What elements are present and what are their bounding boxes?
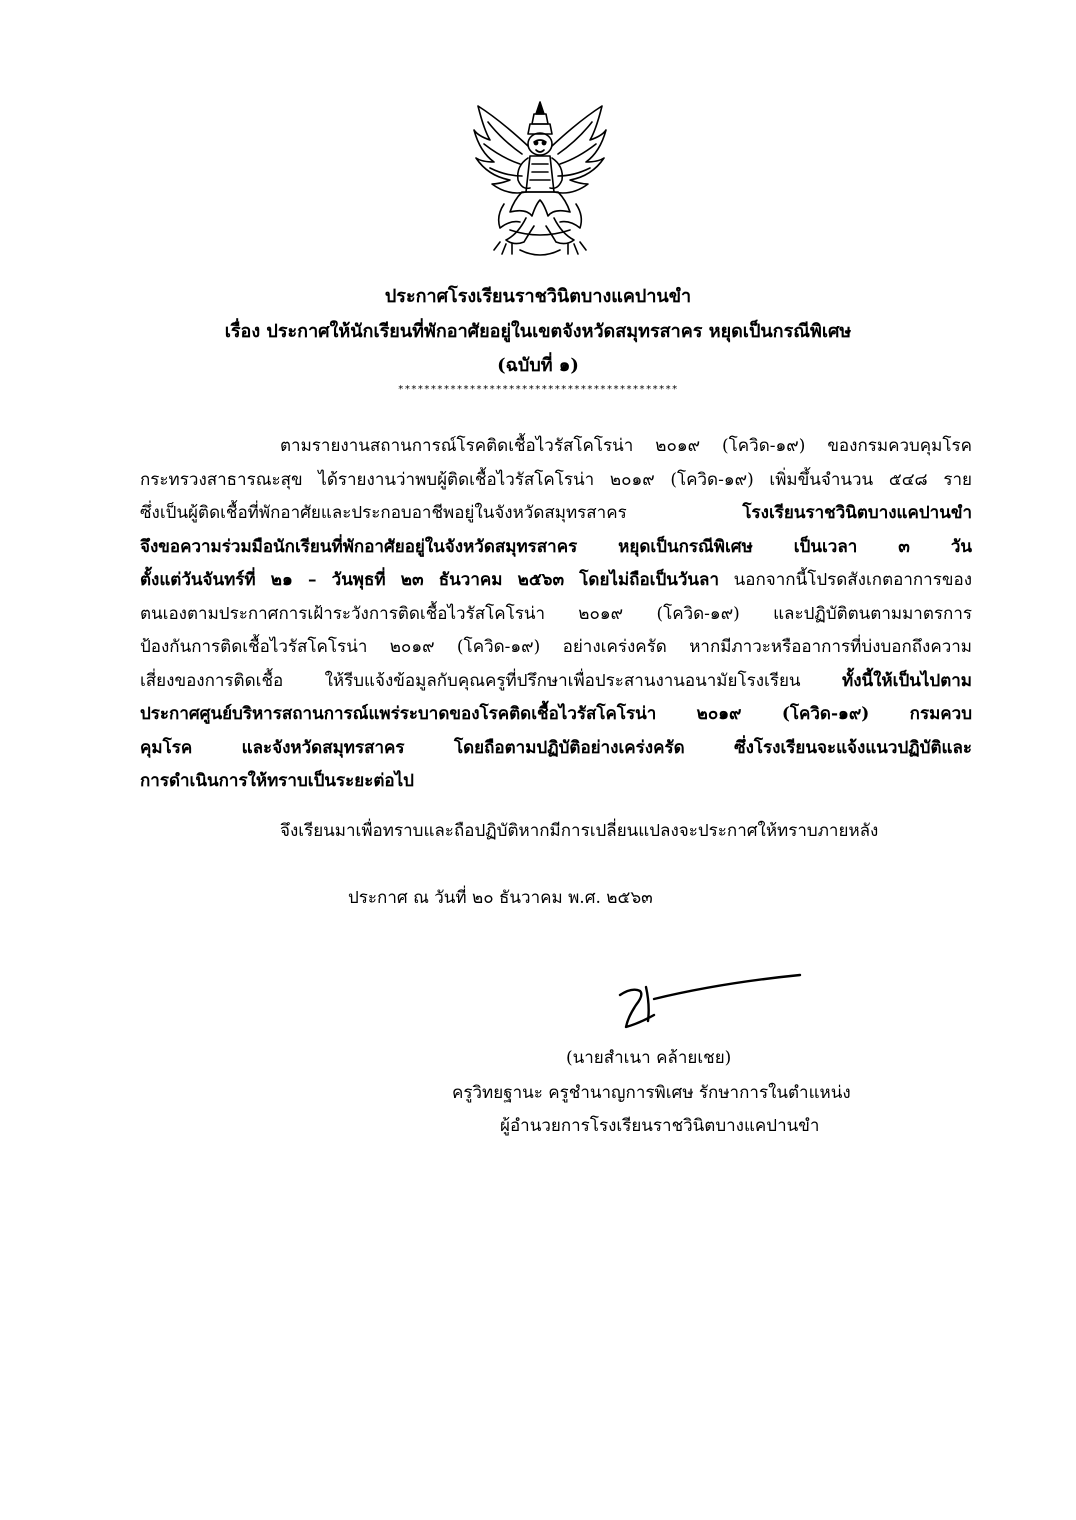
body-text-bold: โรงเรียนราชวินิตบางแคปานขำ bbox=[742, 503, 972, 523]
body-line: คุมโรค และจังหวัดสมุทรสาคร โดยถือตามปฏิบัติอย่างเคร่งครัด ซึ่งโรงเรียนจะแจ้งแนวปฏิบัติและ bbox=[140, 737, 972, 758]
signatory-position: ผู้อำนวยการโรงเรียนราชวินิตบางแคปานขำ bbox=[500, 1116, 820, 1136]
closing-statement: จึงเรียนมาเพื่อทราบและถือปฏิบัติหากมีการเปลี่ยนแปลงจะประกาศให้ทราบภายหลัง bbox=[280, 821, 879, 841]
announcement-body bbox=[140, 430, 972, 799]
announcement-subject: เรื่อง ประกาศให้นักเรียนที่พักอาศัยอยู่ในเขตจังหวัดสมุทรสาคร หยุดเป็นกรณีพิเศษ bbox=[224, 321, 852, 342]
body-text: เสี่ยงของการติดเชื้อ ให้รีบแจ้งข้อมูลกับคุณครูที่ปรึกษาเพื่อประสานงานอนามัยโรงเรียน bbox=[140, 670, 842, 691]
header-separator: ******************************************* bbox=[397, 384, 679, 395]
body-line bbox=[140, 665, 972, 699]
handwritten-signature bbox=[610, 965, 810, 1035]
body-line bbox=[140, 497, 972, 531]
announcement-date: ประกาศ ณ วันที่ ๒๐ ธันวาคม พ.ศ. ๒๕๖๓ bbox=[348, 888, 653, 908]
signatory-name: (นายสำเนา คล้ายเชย) bbox=[566, 1048, 732, 1068]
body-line: กระทรวงสาธารณะสุข ได้รายงานว่าพบผู้ติดเชื้อไวรัสโคโรน่า ๒๐๑๙ (โควิด-๑๙) เพิ่มขึ้นจำนวน ๕๔๘ ราย bbox=[140, 469, 972, 490]
body-line: ตนเองตามประกาศการเฝ้าระวังการติดเชื้อไวรัสโคโรน่า ๒๐๑๙ (โควิด-๑๙) และปฏิบัติตนตามมาตรการ bbox=[140, 603, 972, 624]
signatory-position: ครูวิทยฐานะ ครูชำนาญการพิเศษ รักษาการในตำแหน่ง bbox=[452, 1083, 851, 1103]
announcement-title: ประกาศโรงเรียนราชวินิตบางแคปานขำ bbox=[384, 286, 692, 307]
body-line: จึงขอความร่วมมือนักเรียนที่พักอาศัยอยู่ในจังหวัดสมุทรสาคร หยุดเป็นกรณีพิเศษ เป็นเวลา ๓ วัน bbox=[140, 536, 972, 557]
body-text-bold: ตั้งแต่วันจันทร์ที่ ๒๑ – วันพุธที่ ๒๓ ธันวาคม ๒๕๖๓ โดยไม่ถือเป็นวันลา bbox=[140, 570, 720, 590]
announcement-edition: (ฉบับที่ ๑) bbox=[497, 355, 579, 376]
garuda-emblem-icon bbox=[470, 100, 610, 265]
body-line bbox=[140, 564, 972, 598]
body-line: ประกาศศูนย์บริหารสถานการณ์แพร่ระบาดของโรคติดเชื้อไวรัสโคโรน่า ๒๐๑๙ (โควิด-๑๙) กรมควบ bbox=[140, 704, 972, 724]
body-text-bold: ทั้งนี้ให้เป็นไปตาม bbox=[842, 670, 972, 691]
body-line: ป้องกันการติดเชื้อไวรัสโคโรน่า ๒๐๑๙ (โควิด-๑๙) อย่างเคร่งครัด หากมีภาวะหรืออาการที่บ่งบอกถึงความ bbox=[140, 637, 972, 657]
body-text: ซึ่งเป็นผู้ติดเชื้อที่พักอาศัยและประกอบอาชีพอยู่ในจังหวัดสมุทรสาคร bbox=[140, 503, 743, 523]
body-line: ตามรายงานสถานการณ์โรคติดเชื้อไวรัสโคโรน่า ๒๐๑๙ (โควิด-๑๙) ของกรมควบคุมโรค bbox=[280, 436, 972, 456]
body-line: การดำเนินการให้ทราบเป็นระยะต่อไป bbox=[140, 771, 414, 791]
body-text: นอกจากนี้โปรดสังเกตอาการของ bbox=[719, 570, 972, 590]
